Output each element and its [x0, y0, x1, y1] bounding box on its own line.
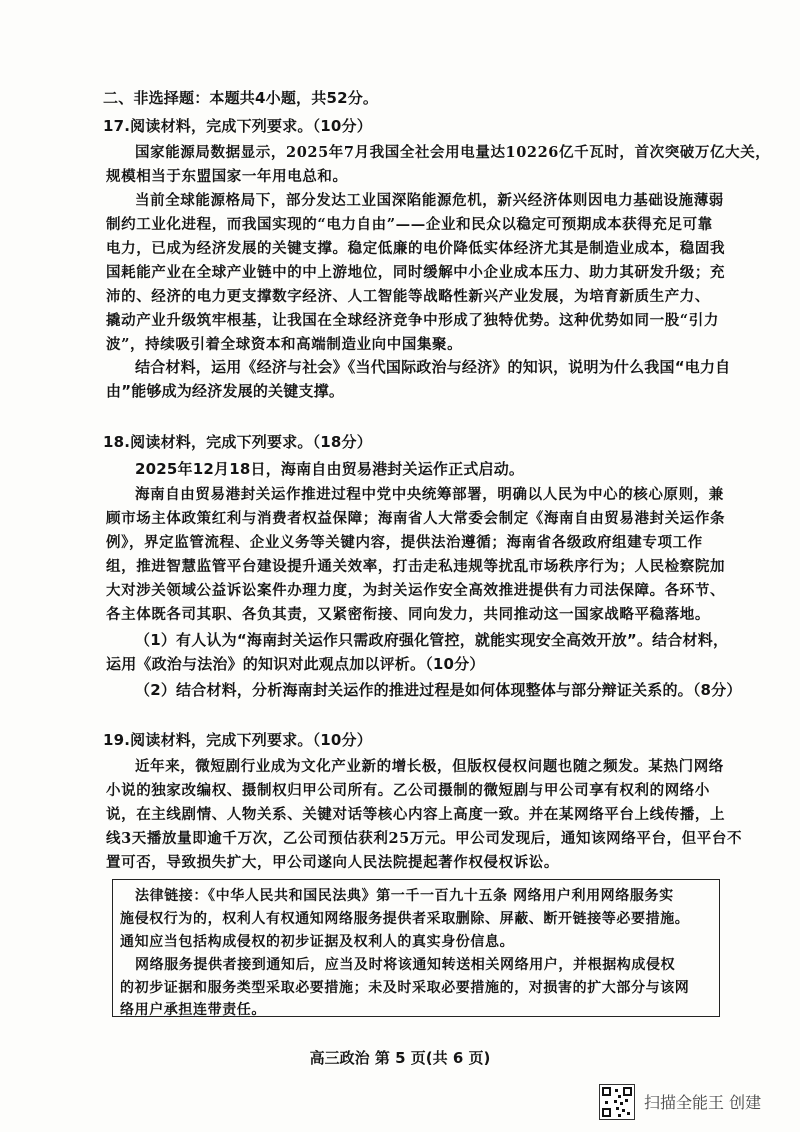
- q18-material-line: 各主体既各司其职、各负其责，又紧密衔接、同向发力，共同推动这一国家战略平稳落地。: [106, 606, 710, 623]
- law-box-line: 的初步证据和服务类型采取必要措施；未及时采取必要措施的，对损害的扩大部分与该网: [120, 980, 690, 996]
- qr-code-icon: [599, 1084, 635, 1120]
- q18-material-line: 大对涉关领域公益诉讼案件办理力度，为封关运作安全高效推进提供有力司法保障。各环节、: [106, 582, 726, 599]
- law-box-line: 络用户承担连带责任。: [120, 1002, 266, 1018]
- q17-material-line: 制约工业化进程，而我国实现的“电力自由”——企业和民众以稳定可预期成本获得充足可靠: [106, 216, 713, 233]
- q19-title: 19.阅读材料，完成下列要求。（10分）: [103, 731, 372, 749]
- section-heading: 二、非选择题：本题共4小题，共52分。: [103, 89, 379, 107]
- law-box-line: 网络服务提供者接到通知后，应当及时将该通知转送相关网络用户，并根据构成侵权: [135, 957, 676, 973]
- q18-subquestion-1-line: （1）有人认为“海南封关运作只需政府强化管控，就能实现安全高效开放”。结合材料，: [135, 631, 729, 649]
- q17-title: 17.阅读材料，完成下列要求。（10分）: [103, 117, 372, 135]
- q17-question-line: 由”能够成为经济发展的关键支撑。: [106, 382, 345, 400]
- q17-question-line: 结合材料，运用《经济与社会》《当代国际政治与经济》的知识，说明为什么我国“电力自: [135, 358, 731, 376]
- q17-material-line: 规模相当于东盟国家一年用电总和。: [106, 168, 348, 185]
- q19-material-line: 说，在主线剧情、人物关系、关键对话等核心内容上高度一致。并在某网络平台上线传播，上: [106, 806, 726, 823]
- q18-material-line: 组，推进智慧监管平台建设提升通关效率，打击走私违规等扰乱市场秩序行为；人民检察院加: [106, 558, 726, 575]
- page-footer: 高三政治 第 5 页(共 6 页): [309, 1049, 491, 1067]
- q17-material-line: 撬动产业升级筑牢根基，让我国在全球经济竞争中形成了独特优势。这种优势如同一股“引力: [106, 312, 719, 329]
- q18-material-line: 例》，界定监管流程、企业义务等关键内容，提供法治遵循；海南省各级政府组建专项工作: [106, 534, 703, 551]
- q19-material-line: 小说的独家改编权、摄制权归甲公司所有。乙公司摄制的微短剧与甲公司享有权利的网络小: [106, 782, 710, 799]
- q19-material-line: 置可否，导致损失扩大，甲公司遂向人民法院提起著作权侵权诉讼。: [106, 854, 559, 871]
- q17-material-line: 国耗能产业在全球产业链中的中上游地位，同时缓解中小企业成本压力、助力其研发升级；充: [106, 264, 726, 281]
- q17-material-line: 沛的、经济的电力更支撑数字经济、人工智能等战略性新兴产业发展，为培育新质生产力、: [106, 288, 710, 305]
- q17-material-line: 当前全球能源格局下，部分发达工业国深陷能源危机，新兴经济体则因电力基础设施薄弱: [135, 192, 724, 209]
- q18-material-line: 海南自由贸易港封关运作推进过程中党中央统筹部署，明确以人民为中心的核心原则，兼: [135, 486, 724, 503]
- q18-material-line: 顾市场主体政策红利与消费者权益保障；海南省人大常委会制定《海南自由贸易港封关运作条: [106, 510, 726, 527]
- q17-material-line: 国家能源局数据显示，2025年7月我国全社会用电量达10226亿千瓦时，首次突破万亿大关，: [135, 144, 771, 161]
- q18-material-line: 2025年12月18日，海南自由贸易港封关运作正式启动。: [135, 460, 525, 478]
- q17-material-line: 电力，已成为经济发展的关键支撑。稳定低廉的电价降低实体经济尤其是制造业成本，稳固我: [106, 240, 726, 257]
- q18-subquestion-2: （2）结合材料，分析海南封关运作的推进过程是如何体现整体与部分辩证关系的。（8分）: [135, 681, 742, 699]
- law-box-line: 施侵权行为的，权利人有权通知网络服务提供者采取删除、屏蔽、断开链接等必要措施。: [120, 911, 690, 927]
- law-box-line: 法律链接：《中华人民共和国民法典》第一千一百九十五条 网络用户利用网络服务实: [135, 888, 674, 904]
- q17-material-line: 波”，持续吸引着全球资本和高端制造业向中国集聚。: [106, 336, 463, 353]
- q18-title: 18.阅读材料，完成下列要求。（18分）: [103, 433, 372, 451]
- law-box-line: 通知应当包括构成侵权的初步证据及权利人的真实身份信息。: [120, 934, 515, 950]
- q19-material-line: 近年来，微短剧行业成为文化产业新的增长极，但版权侵权问题也随之频发。某热门网络: [135, 758, 724, 775]
- q19-material-line: 线3天播放量即逾千万次，乙公司预估获利25万元。甲公司发现后，通知该网络平台，但平台不: [106, 830, 743, 847]
- q18-subquestion-1-line: 运用《政治与法治》的知识对此观点加以评析。（10分）: [106, 655, 485, 673]
- scanner-watermark: 扫描全能王 创建: [644, 1093, 762, 1112]
